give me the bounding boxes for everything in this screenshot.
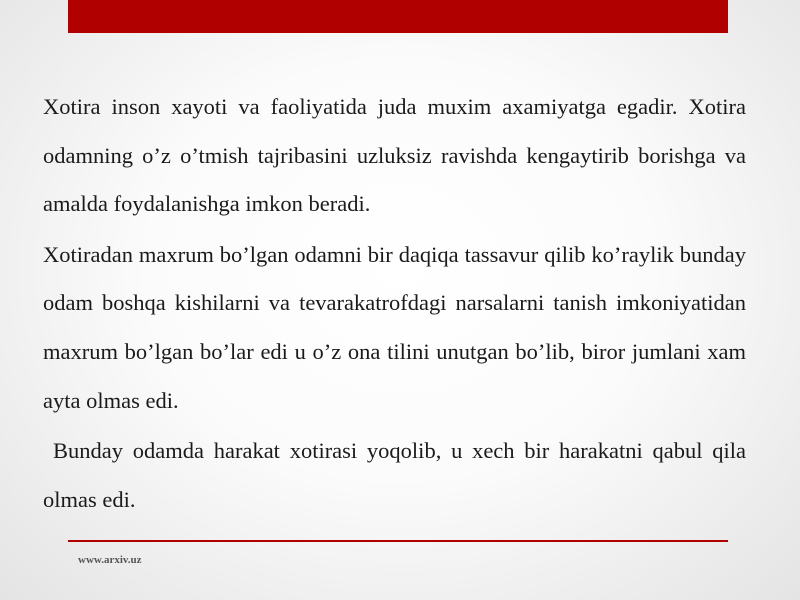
top-accent-bar <box>68 0 728 33</box>
slide-body <box>43 83 746 526</box>
bottom-divider <box>68 540 728 542</box>
paragraph-2: Xotiradan maxrum bo’lgan odamni bir daqiqa tassavur qilib ko’raylik bunday odam boshqa kishilarni va tevarakatrofdagi narsalarni tanish imkoniyatidan maxrum bo’lgan bo’lar edi u o’z ona tilini unutgan bo’lib, biror jumlani xam ayta olmas edi. <box>43 241 746 413</box>
paragraph-1: Xotira inson xayoti va faoliyatida juda muxim axamiyatga egadir. Xotira odamning o’z o’tmish tajribasini uzluksiz ravishda kengaytirib borishga va amalda foydalanishga imkon beradi. <box>43 94 746 217</box>
paragraph-3: Bunday odamda harakat xotirasi yoqolib, u xech bir harakatni qabul qila olmas edi. <box>43 438 746 512</box>
footer-website-link[interactable]: www.arxiv.uz <box>78 554 142 566</box>
